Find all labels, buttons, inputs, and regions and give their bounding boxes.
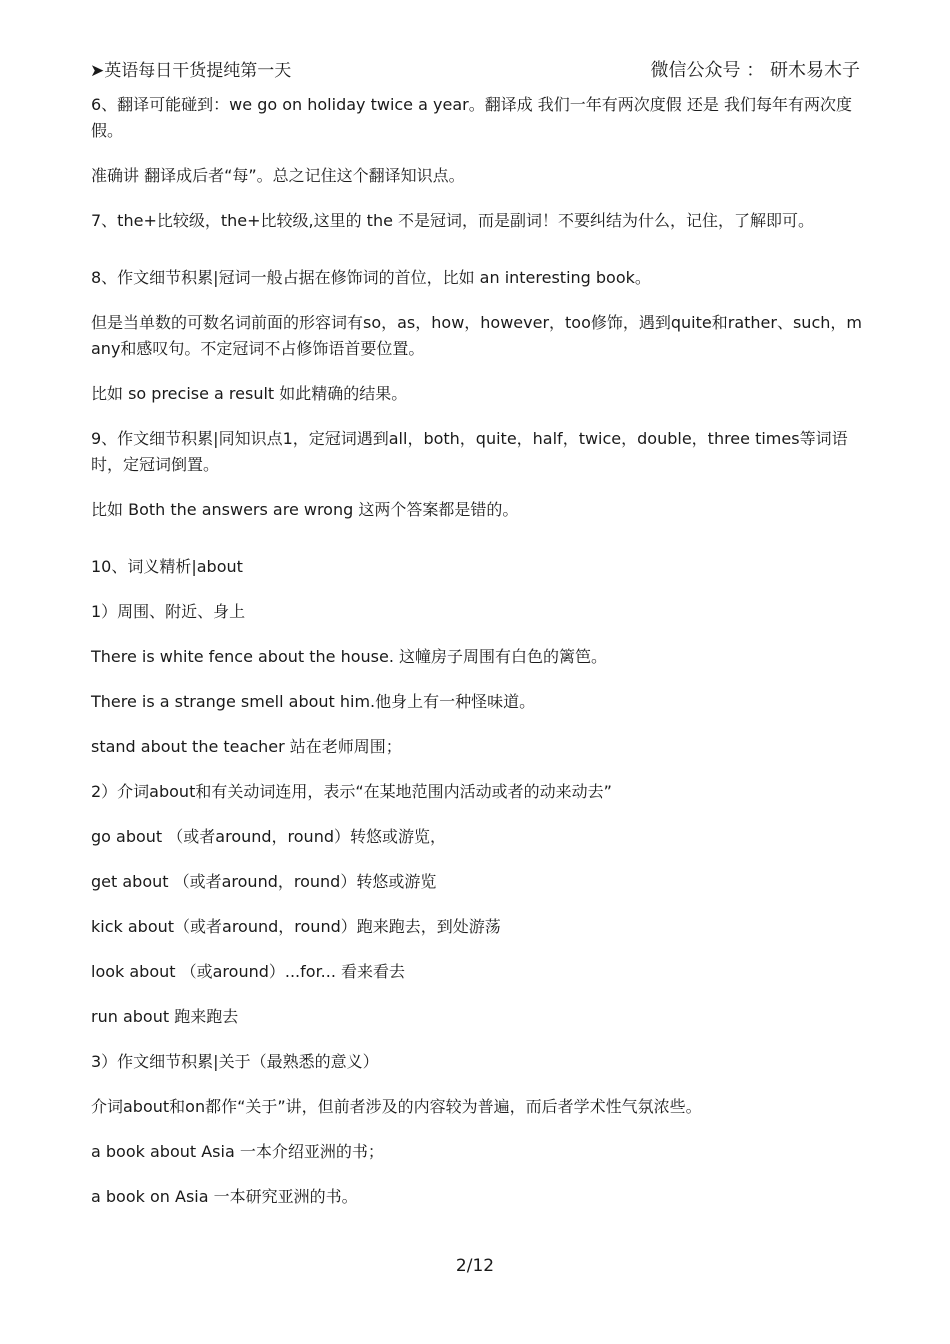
paragraph-sub1-example1: There is white fence about the house. 这幢房子周围有白色的篱笆。: [91, 647, 608, 666]
document-body: [91, 92, 863, 1210]
page-header: [90, 58, 860, 84]
wechat-account: 微信公众号 ： 研木易木子: [650, 60, 860, 81]
paragraph-item6-note: 准确讲 翻译成后者“每”。总之记住这个翻译知识点。: [91, 166, 465, 185]
page-number: 2/12: [455, 1256, 495, 1276]
document-title: ➤英语每日干货提纯第一天: [90, 61, 292, 81]
paragraph-sub1-example2: There is a strange smell about him.他身上有一种怪味道。: [91, 692, 536, 711]
paragraph-item10-heading: 10、词义精析|about: [91, 557, 243, 576]
paragraph-item9-example: 比如 Both the answers are wrong 这两个答案都是错的。: [91, 500, 519, 519]
paragraph-item9: 9、作文细节积累|同知识点1，定冠词遇到all，both，quite，half，twice，double，three times等词语时，定冠词倒置。: [91, 429, 848, 474]
paragraph-sub2-get-about: get about （或者around，round）转悠或游览: [91, 872, 437, 891]
paragraph-sub2-go-about: go about （或者around，round）转悠或游览，: [91, 827, 446, 846]
paragraph-sub3-explanation: 介词about和on都作“关于”讲，但前者涉及的内容较为普遍，而后者学术性气氛浓些。: [91, 1097, 702, 1116]
paragraph-item7: 7、the+比较级，the+比较级,这里的 the 不是冠词，而是副词！不要纠结为什么，记住，了解即可。: [91, 211, 815, 230]
paragraph-item8-example: 比如 so precise a result 如此精确的结果。: [91, 384, 408, 403]
paragraph-sub2-heading: 2）介词about和有关动词连用，表示“在某地范围内活动或者的动来动去”: [91, 782, 612, 801]
paragraph-sub2-kick-about: kick about（或者around，round）跑来跑去，到处游荡: [91, 917, 501, 936]
paragraph-sub3-heading: 3）作文细节积累|关于（最熟悉的意义）: [91, 1052, 379, 1071]
paragraph-item6: 6、翻译可能碰到：we go on holiday twice a year。翻译成 我们一年有两次度假 还是 我们每年有两次度假。: [91, 95, 852, 140]
paragraph-item8-detail: 但是当单数的可数名词前面的形容词有so，as，how，however，too修饰，遇到quite和rather、such，many和感叹句。不定冠词不占修饰语首要位置。: [91, 313, 862, 358]
paragraph-sub2-look-about: look about （或around）...for... 看来看去: [91, 962, 406, 981]
paragraph-sub3-example2: a book on Asia 一本研究亚洲的书。: [91, 1187, 358, 1206]
paragraph-sub3-example1: a book about Asia 一本介绍亚洲的书；: [91, 1142, 384, 1161]
paragraph-sub1-example3: stand about the teacher 站在老师周围；: [91, 737, 402, 756]
paragraph-sub1-heading: 1）周围、附近、身上: [91, 602, 246, 621]
paragraph-item8: 8、作文细节积累|冠词一般占据在修饰词的首位，比如 an interesting book。: [91, 268, 651, 287]
paragraph-sub2-run-about: run about 跑来跑去: [91, 1007, 239, 1026]
